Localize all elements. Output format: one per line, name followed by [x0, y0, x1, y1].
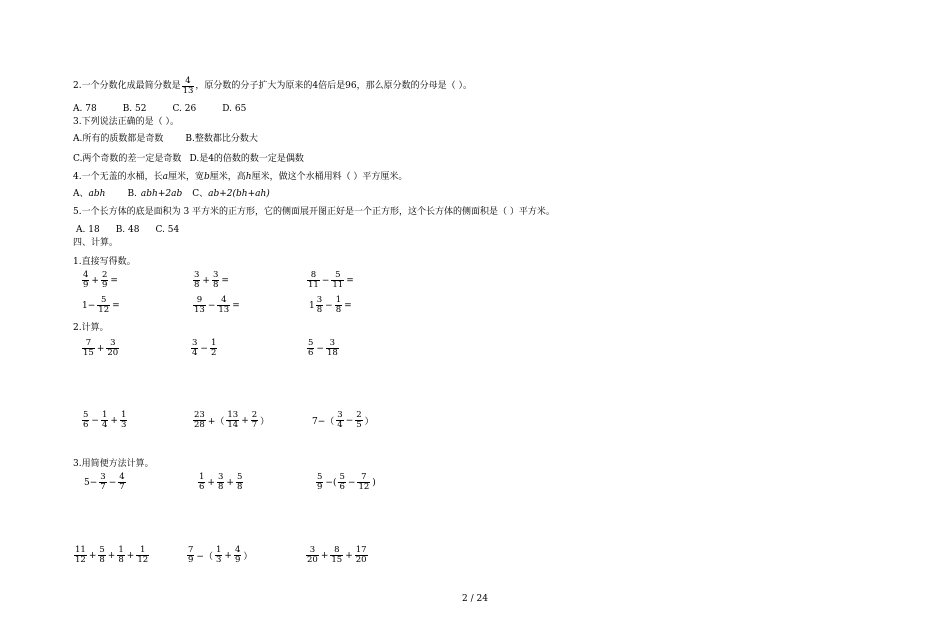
expression: 5− $\frac{3}{7}$ − $\frac{4}{7}$ — [84, 472, 125, 492]
option: abh+2ab — [140, 189, 183, 199]
part-3-title: 3.用简便方法计算。 — [73, 459, 154, 469]
question-5-options — [76, 225, 205, 236]
expression: $\frac{23}{28}$ +（ $\frac{13}{14}$ + $\frac{2}{7}$ ） — [194, 410, 270, 430]
expression: $\frac{3}{20}$ + $\frac{8}{15}$ + $\frac{17}{20}$ — [307, 545, 367, 565]
question-2-fraction: $\frac{4}{13}$ — [182, 76, 194, 96]
question-2-text-post: ，原分数的分子扩大为原来的4倍后是96，那么原分数的分母是（ ）。 — [195, 81, 472, 91]
question-2-options — [73, 104, 272, 115]
option: B. 52 — [122, 104, 147, 114]
part-1-title: 1.直接写得数。 — [73, 257, 136, 267]
option: C. 54 — [155, 225, 180, 235]
part-2-title: 2.计算。 — [73, 323, 109, 333]
question-5-stem: 5.一个长方体的底是面积为 3 平方米的正方形，它的侧面展开图正好是一个正方形，这个长方体的侧面积是（ ）平方米。 — [73, 207, 555, 217]
option: B. 48 — [115, 225, 140, 235]
expression: $\frac{9}{13}$ − $\frac{4}{13}$ = — [194, 295, 240, 315]
expression: $\frac{5}{6}$ − $\frac{3}{18}$ — [308, 338, 338, 358]
question-2 — [73, 77, 472, 96]
option: C. 26 — [172, 104, 197, 114]
option: abh — [88, 189, 106, 199]
variable-b: b — [203, 172, 210, 182]
option: A. 78 — [73, 104, 97, 114]
option: D. 65 — [222, 104, 247, 114]
expression: 7−（ $\frac{3}{4}$ − $\frac{2}{5}$ ） — [312, 410, 374, 430]
question-4-options: A、abh B. abh+2ab C、ab+2(bh+ah) — [73, 189, 270, 199]
expression: $\frac{3}{4}$ − $\frac{1}{2}$ — [192, 338, 217, 358]
option: A.所有的质数都是奇数 — [73, 134, 164, 144]
variable-a: a — [162, 172, 168, 182]
expression: 1 $\frac{3}{8}$ − $\frac{1}{8}$ = — [309, 295, 352, 315]
variable-h: h — [245, 172, 252, 182]
expression: $\frac{7}{9}$ −（ $\frac{1}{3}$ + $\frac{4}{9}$ ） — [188, 545, 253, 565]
expression: $\frac{5}{6}$ − $\frac{1}{4}$ + $\frac{1}{3}$ — [83, 410, 127, 430]
question-2-text-pre: 2.一个分数化成最简分数是 — [73, 81, 181, 91]
expression: $\frac{5}{9}$ −( $\frac{5}{6}$ − $\frac{7}{12}$ ) — [317, 472, 376, 492]
expression: $\frac{3}{8}$ + $\frac{3}{8}$ = — [194, 270, 229, 290]
option: ab+2(bh+ah) — [208, 189, 270, 199]
question-3-options-cd — [73, 154, 304, 165]
page-number: 2 / 24 — [462, 594, 488, 604]
option: A. 18 — [76, 225, 100, 235]
section-title: 四、计算。 — [73, 238, 119, 248]
option: B.整数都比分数大 — [185, 134, 258, 144]
option: C.两个奇数的差一定是奇数 — [73, 154, 182, 164]
question-3-stem: 3.下列说法正确的是（ ）。 — [73, 117, 179, 127]
expression: $\frac{1}{6}$ + $\frac{3}{8}$ + $\frac{5}{8}$ — [199, 472, 243, 492]
question-4-stem: 4.一个无盖的水桶，长a厘米，宽b厘米，高h厘米，做这个水桶用料（ ）平方厘米。 — [73, 172, 408, 182]
expression: $\frac{11}{12}$ + $\frac{5}{8}$ + $\frac{1}{8}$ + $\frac{1}{12}$ — [75, 545, 149, 565]
expression: $\frac{7}{15}$ + $\frac{3}{20}$ — [83, 338, 119, 358]
option: D.是4的倍数的数一定是偶数 — [189, 154, 304, 164]
expression: $\frac{4}{9}$ + $\frac{2}{9}$ = — [83, 270, 118, 290]
expression: $\frac{8}{11}$ − $\frac{5}{11}$ = — [308, 270, 354, 290]
expression: 1− $\frac{5}{12}$ = — [82, 295, 120, 315]
question-3-options-ab — [73, 134, 258, 145]
